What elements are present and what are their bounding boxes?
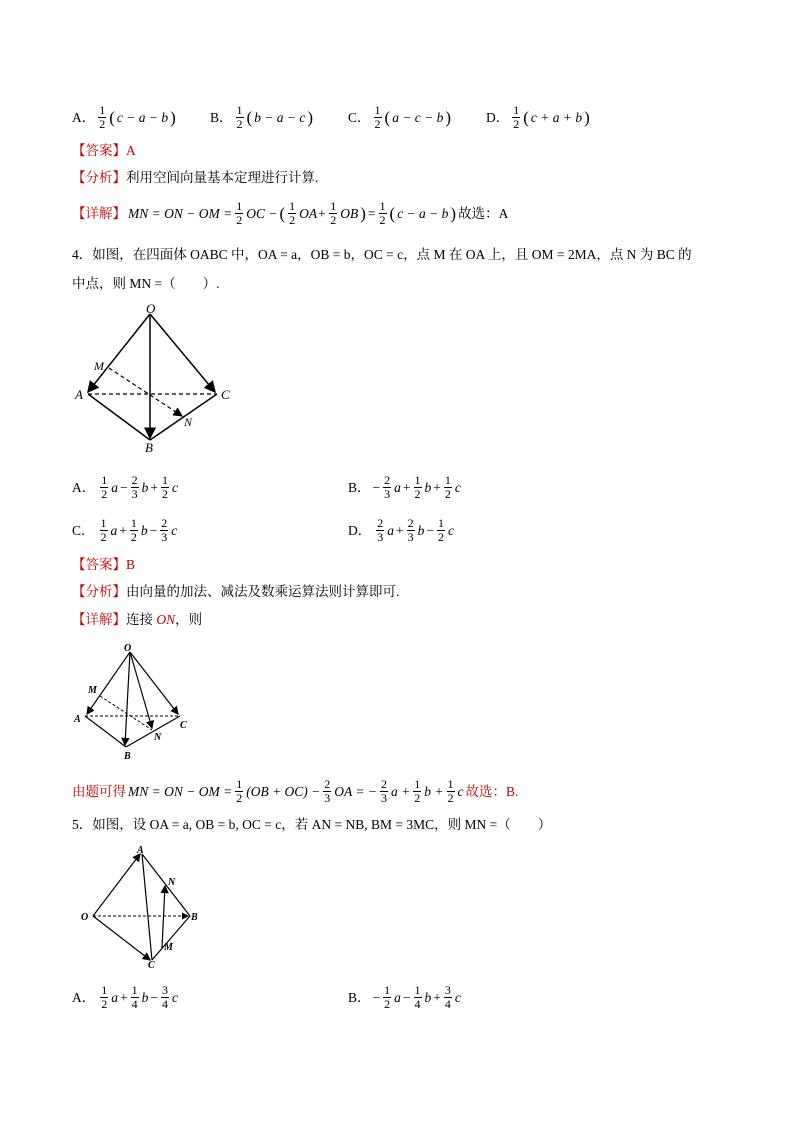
label-c: C [148, 960, 155, 971]
label-a: A [74, 714, 81, 725]
q4-detail: 【详解】连接 ON，则 [72, 612, 203, 627]
q5-option-b[interactable]: B． − $\frac{1}{2}$ a − $\frac{1}{4}$ b + $\frac{3}{4}$ c [348, 983, 461, 1011]
label-m: M [88, 685, 97, 696]
label-o: O [146, 302, 156, 316]
q4-answer: 【答案】B [72, 557, 136, 572]
q4-tetrahedron-figure [72, 302, 242, 457]
q3-answer: 【答案】A [72, 143, 136, 158]
q4-analysis: 【分析】由向量的加法、减法及数乘运算法则计算即可. [72, 584, 400, 599]
q4-stem-line2: 中点，则 MN =（ ）. [72, 276, 220, 291]
label-n: N [154, 732, 162, 743]
label-b: B [191, 912, 198, 923]
q5-option-a[interactable]: A． $\frac{1}{2}$ a + $\frac{1}{4}$ b − $\frac{3}{4}$ c [72, 983, 178, 1011]
q3-option-d[interactable]: D． $\frac{1}{2}$ ( c + a + b ) [486, 103, 590, 131]
q5-tetrahedron-figure [78, 842, 208, 972]
label-m: M [94, 359, 104, 373]
label-a: A [137, 845, 144, 856]
label-o: O [81, 912, 89, 923]
q3-options-row [72, 104, 176, 131]
q3-option-a[interactable]: A． $\frac{1}{2}$ ( c − a − b ) [72, 103, 176, 131]
q4-option-b[interactable]: B． − $\frac{2}{3}$ a + $\frac{1}{2}$ b + $\frac{1}{2}$ c [348, 473, 461, 501]
label-c: C [180, 720, 187, 731]
q3-option-b[interactable]: B． $\frac{1}{2}$ ( b − a − c ) [210, 103, 314, 131]
label-n: N [184, 415, 193, 429]
q4-option-a[interactable]: A． $\frac{1}{2}$ a − $\frac{2}{3}$ b + $\frac{1}{2}$ c [72, 473, 178, 501]
label-m: M [164, 942, 173, 953]
label-c: C [221, 387, 230, 402]
label-b: B [124, 751, 131, 762]
edge-ab [88, 394, 150, 440]
label-a: A [75, 387, 83, 402]
q4-option-c[interactable]: C． $\frac{1}{2}$ a + $\frac{1}{2}$ b − $\frac{2}{3}$ c [72, 516, 178, 544]
q4-stem-line1: 4．如图，在四面体 OABC 中，OA = a，OB = b，OC = c，点 M 在 OA 上，且 OM = 2MA，点 N 为 BC 的 [72, 247, 692, 262]
edge-oc [150, 314, 215, 392]
q3-option-c[interactable]: C． $\frac{1}{2}$ ( a − c − b ) [348, 103, 452, 131]
q4-final: 由题可得 MN = ON − OM = $\frac{1}{2}$ (OB + OC) − $\frac{2}{3}$ OA = − $\frac{2}{3}$ a + $\frac{1}{2}$ b + $\frac{1}{2}$ c 故选：B. [72, 777, 519, 805]
edge-mn-dashed [109, 368, 182, 416]
q3-detail: 【详解】 MN = ON − OM = $\frac{1}{2}$ OC − ( $\frac{1}{2}$ OA+ $\frac{1}{2}$ OB ) = $\frac{1}{2}$ ( c − a − b ) 故选：A [72, 199, 509, 227]
label-n: N [168, 877, 176, 888]
q4-detail-figure [72, 640, 197, 765]
q5-stem: 5．如图，设 OA = a, OB = b, OC = c，若 AN = NB, BM = 3MC，则 MN =（ ） [72, 817, 552, 832]
label-b: B [145, 440, 153, 455]
q3-analysis: 【分析】利用空间向量基本定理进行计算. [72, 170, 319, 185]
q4-option-d[interactable]: D． $\frac{2}{3}$ a + $\frac{2}{3}$ b − $\frac{1}{2}$ c [348, 516, 454, 544]
edge-oa [88, 314, 150, 392]
label-o: O [124, 643, 132, 654]
